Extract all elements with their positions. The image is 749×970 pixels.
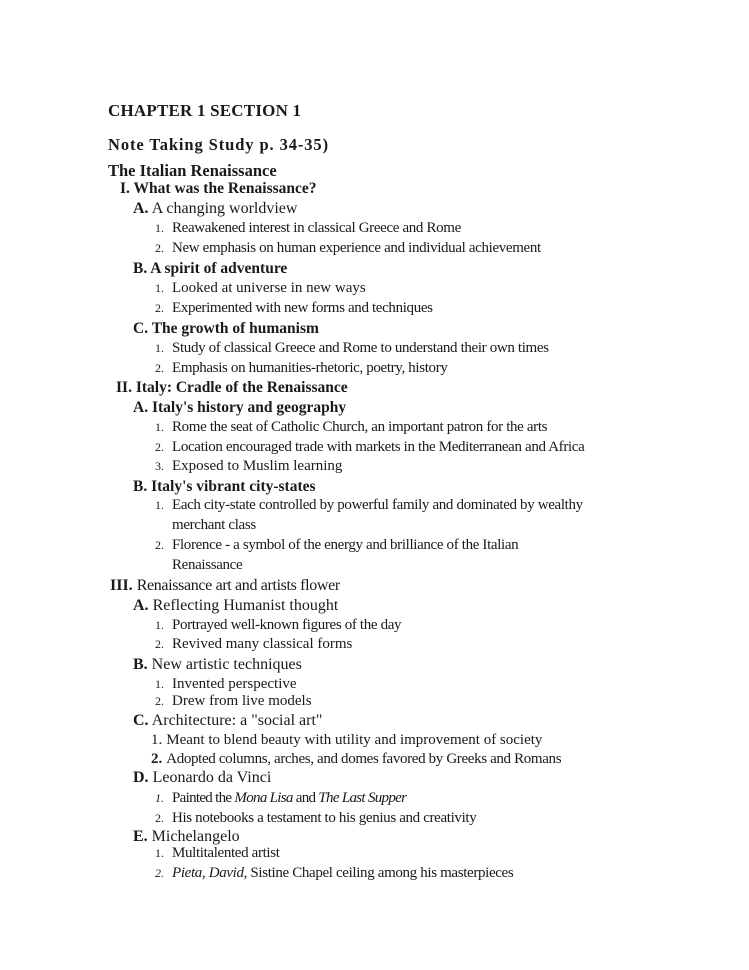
subsection-label: A. [133,200,149,217]
subsection-label: B. [133,478,148,495]
item-text: Invented perspective [172,676,297,692]
item-number: 2. [151,751,163,767]
section-label: III. [110,577,133,594]
item-text: Drew from live models [172,693,312,709]
subsection-heading [133,201,297,217]
subsection-heading [133,770,271,786]
item-number: 1. [155,341,164,355]
subsection-label: B. [133,260,148,277]
item-text: Florence - a symbol of the energy and brilliance of the Italian [172,537,519,553]
list-item [155,241,541,256]
subsection-title: Italy's vibrant city-states [151,478,316,495]
subsection-label: C. [133,320,149,337]
item-number: 2. [155,694,164,708]
subsection-title: Leonardo da Vinci [152,769,272,786]
list-item [155,498,583,513]
list-item [155,301,433,316]
item-text: Experimented with new forms and techniques [172,300,433,316]
list-item [155,846,280,861]
section-title: What was the Renaissance? [133,180,317,197]
item-number: 2. [155,241,164,255]
subsection-heading [133,321,319,337]
item-number: 1. [155,420,164,434]
list-item [155,221,461,236]
item-text: Painted the [172,790,235,806]
list-item [155,811,476,826]
item-number: 1. [155,221,164,235]
list-item-continuation: merchant class [172,517,256,533]
subsection-heading [133,829,240,845]
item-text: Reawakened interest in classical Greece and Rome [172,220,461,236]
list-item [155,420,547,435]
subsection-heading [133,400,346,416]
subsection-title: The growth of humanism [151,320,319,337]
item-number: 1. [155,618,164,632]
list-item [155,791,406,806]
item-text: Revived many classical forms [172,636,353,652]
item-text: Exposed to Muslim learning [172,458,343,474]
note-heading: Note Taking Study p. 34-35) [108,135,329,154]
list-item [155,866,513,881]
list-item [155,694,312,709]
subsection-label: C. [133,712,149,729]
item-number: 1. [155,846,164,860]
subsection-title: A spirit of adventure [150,260,288,277]
section-heading [116,380,348,396]
item-number: 1. [155,791,164,805]
list-item [155,440,584,455]
item-text: Sistine Chapel ceiling among his masterpieces [247,865,514,881]
subsection-heading [133,598,338,614]
item-text: Meant to blend beauty with utility and improvement of society [166,732,543,748]
list-item [155,459,342,474]
list-item [155,618,401,633]
item-number: 2. [155,538,164,552]
item-number: 2. [155,361,164,375]
item-number: 3. [155,459,164,473]
chapter-heading: CHAPTER 1 SECTION 1 [108,101,302,120]
item-number: 1. [155,281,164,295]
list-item [155,677,297,692]
item-text: Portrayed well-known figures of the day [172,617,402,633]
artwork-title: The Last Supper [318,790,407,806]
item-text: and [292,790,319,806]
item-text: Multitalented artist [172,845,280,861]
item-number: 2. [155,811,164,825]
item-number: 2. [155,440,164,454]
item-number: 2. [155,301,164,315]
item-text: Looked at universe in new ways [172,280,366,296]
artwork-title: Pieta, David, [172,865,248,881]
subsection-heading [133,261,287,277]
subsection-label: E. [133,828,148,845]
subsection-label: A. [133,597,149,614]
item-number: 1. [155,498,164,512]
list-item [155,637,352,652]
list-item [155,281,366,296]
section-label: II. [116,379,132,396]
subsection-heading [133,657,302,673]
item-number: 2. [155,866,164,880]
item-text: His notebooks a testament to his genius and creativity [172,810,477,826]
subsection-heading [133,713,322,729]
list-item [151,752,561,767]
document-title: The Italian Renaissance [108,161,277,180]
item-text: Location encouraged trade with markets in the Mediterranean and Africa [172,439,585,455]
item-number: 1. [155,677,164,691]
list-item-continuation: Renaissance [172,557,243,573]
subsection-title: A changing worldview [151,200,298,217]
item-text: Adopted columns, arches, and domes favored by Greeks and Romans [166,751,562,767]
subsection-title: Michelangelo [151,828,240,845]
item-number: 1. [151,732,163,748]
item-number: 2. [155,637,164,651]
subsection-title: Architecture: a "social art" [151,712,323,729]
section-title: Italy: Cradle of the Renaissance [135,379,348,396]
section-heading [110,578,340,594]
artwork-title: Mona Lisa [234,790,293,806]
list-item [155,341,549,356]
list-item [151,733,542,748]
section-title: Renaissance art and artists flower [136,577,340,594]
item-text: New emphasis on human experience and individual achievement [172,240,541,256]
subsection-title: Italy's history and geography [151,399,347,416]
subsection-label: D. [133,769,149,786]
section-heading [120,181,317,197]
item-text: Study of classical Greece and Rome to understand their own times [172,340,549,356]
subsection-label: A. [133,399,149,416]
subsection-title: Reflecting Humanist thought [152,597,339,614]
list-item [155,538,518,553]
list-item [155,361,448,376]
item-text: Rome the seat of Catholic Church, an important patron for the arts [172,419,548,435]
section-label: I. [120,180,130,197]
item-text: Each city-state controlled by powerful family and dominated by wealthy [172,497,583,513]
subsection-label: B. [133,656,148,673]
item-text: Emphasis on humanities-rhetoric, poetry, history [172,360,448,376]
subsection-heading [133,479,316,495]
subsection-title: New artistic techniques [151,656,302,673]
